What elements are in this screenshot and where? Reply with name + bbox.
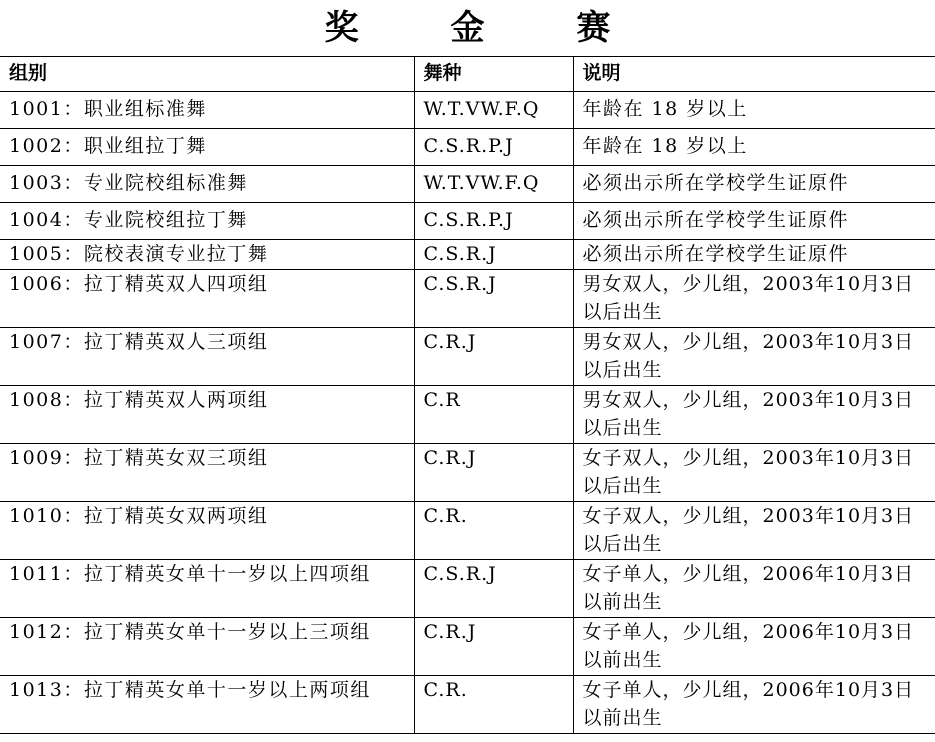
note-cell: 女子双人，少儿组，2003年10月3日以后出生 xyxy=(573,444,935,502)
header-note: 说明 xyxy=(573,57,935,92)
table-row xyxy=(0,560,935,618)
group-cell: 1006：拉丁精英双人四项组 xyxy=(0,270,414,328)
group-cell: 1008：拉丁精英双人两项组 xyxy=(0,386,414,444)
dance-cell: C.R xyxy=(414,386,573,444)
dance-cell: C.R.J xyxy=(414,444,573,502)
dance-cell: C.S.R.J xyxy=(414,560,573,618)
group-cell: 1011：拉丁精英女单十一岁以上四项组 xyxy=(0,560,414,618)
table-row xyxy=(0,676,935,734)
dance-cell: W.T.VW.F.Q xyxy=(414,92,573,129)
table-row xyxy=(0,328,935,386)
note-cell: 女子双人，少儿组，2003年10月3日以后出生 xyxy=(573,502,935,560)
table-row xyxy=(0,618,935,676)
table-row xyxy=(0,92,935,129)
group-cell: 1002：职业组拉丁舞 xyxy=(0,129,414,166)
note-cell: 必须出示所在学校学生证原件 xyxy=(573,240,935,270)
group-cell: 1012：拉丁精英女单十一岁以上三项组 xyxy=(0,618,414,676)
note-cell: 男女双人，少儿组，2003年10月3日以后出生 xyxy=(573,386,935,444)
note-cell: 女子单人，少儿组，2006年10月3日以前出生 xyxy=(573,560,935,618)
note-cell: 必须出示所在学校学生证原件 xyxy=(573,203,935,240)
note-cell: 女子单人，少儿组，2006年10月3日以前出生 xyxy=(573,618,935,676)
dance-cell: C.S.R.P.J xyxy=(414,203,573,240)
table-row xyxy=(0,166,935,203)
group-cell: 1009：拉丁精英女双三项组 xyxy=(0,444,414,502)
table-row xyxy=(0,386,935,444)
table-row xyxy=(0,203,935,240)
group-cell: 1001：职业组标准舞 xyxy=(0,92,414,129)
dance-cell: W.T.VW.F.Q xyxy=(414,166,573,203)
group-cell: 1004：专业院校组拉丁舞 xyxy=(0,203,414,240)
group-cell: 1003：专业院校组标准舞 xyxy=(0,166,414,203)
group-cell: 1005：院校表演专业拉丁舞 xyxy=(0,240,414,270)
table-row xyxy=(0,129,935,166)
dance-cell: C.S.R.J xyxy=(414,240,573,270)
page-title: 奖 金 赛 xyxy=(324,8,651,48)
note-cell: 女子单人，少儿组，2006年10月3日以前出生 xyxy=(573,676,935,734)
dance-cell: C.S.R.P.J xyxy=(414,129,573,166)
note-cell: 男女双人，少儿组，2003年10月3日以后出生 xyxy=(573,270,935,328)
table-row xyxy=(0,444,935,502)
prize-competition-table xyxy=(0,56,935,734)
group-cell: 1010：拉丁精英女双两项组 xyxy=(0,502,414,560)
group-cell: 1007：拉丁精英双人三项组 xyxy=(0,328,414,386)
dance-cell: C.S.R.J xyxy=(414,270,573,328)
note-cell: 年龄在 18 岁以上 xyxy=(573,92,935,129)
dance-cell: C.R.J xyxy=(414,328,573,386)
dance-cell: C.R. xyxy=(414,676,573,734)
table-header-row xyxy=(0,57,935,92)
group-cell: 1013：拉丁精英女单十一岁以上两项组 xyxy=(0,676,414,734)
header-group: 组别 xyxy=(0,57,414,92)
table-row xyxy=(0,240,935,270)
table-row xyxy=(0,270,935,328)
header-dance: 舞种 xyxy=(414,57,573,92)
note-cell: 男女双人，少儿组，2003年10月3日以后出生 xyxy=(573,328,935,386)
note-cell: 必须出示所在学校学生证原件 xyxy=(573,166,935,203)
note-cell: 年龄在 18 岁以上 xyxy=(573,129,935,166)
dance-cell: C.R. xyxy=(414,502,573,560)
table-row xyxy=(0,502,935,560)
dance-cell: C.R.J xyxy=(414,618,573,676)
